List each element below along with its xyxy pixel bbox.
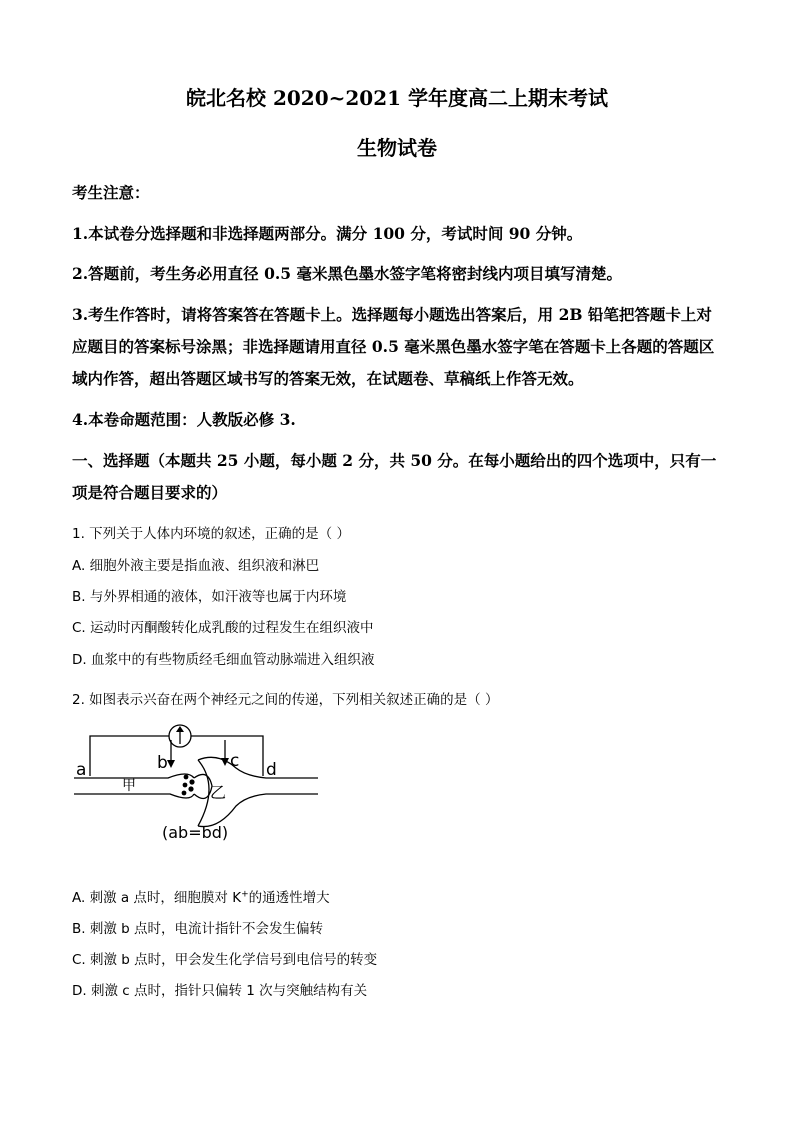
synaptic-vesicles [182, 775, 195, 796]
notice-item-2: 2.答题前，考生务必用直径 0.5 毫米黑色墨水签字笔将密封线内项目填写清楚。 [72, 264, 622, 283]
notice-item-3-line-1: 3.考生作答时，请将答案答在答题卡上。选择题每小题选出答案后，用 2B 铅笔把答题卡上对 [72, 305, 712, 324]
question-1-option-d: D. 血浆中的有些物质经毛细血管动脉端进入组织液 [72, 652, 375, 668]
figure-caption: (ab=bd) [162, 823, 229, 842]
exam-subtitle: 生物试卷 [357, 136, 437, 160]
synapse-figure [70, 718, 330, 848]
question-1-option-a: A. 细胞外液主要是指血液、组织液和淋巴 [72, 558, 320, 574]
option-a-text-end: 的通透性增大 [248, 890, 330, 906]
label-b: b [157, 753, 168, 773]
label-neuron-jia: 甲 [122, 778, 136, 794]
notice-item-1: 1.本试卷分选择题和非选择题两部分。满分 100 分，考试时间 90 分钟。 [72, 224, 583, 243]
section-heading-line-1: 一、选择题（本题共 25 小题，每小题 2 分，共 50 分。在每小题给出的四个选项中，只有一 [72, 451, 717, 470]
question-1-option-b: B. 与外界相通的液体，如汗液等也属于内环境 [72, 589, 347, 605]
label-a: a [76, 760, 87, 780]
question-1-option-c: C. 运动时丙酮酸转化成乳酸的过程发生在组织液中 [72, 620, 374, 636]
question-1-stem: 1. 下列关于人体内环境的叙述，正确的是（ ） [72, 526, 350, 542]
section-heading-line-2: 项是符合题目要求的） [72, 483, 228, 502]
notice-item-3-line-3: 域内作答，超出答题区域书写的答案无效，在试题卷、草稿纸上作答无效。 [72, 369, 584, 388]
exam-title: 皖北名校 2020~2021 学年度高二上期末考试 [185, 86, 608, 110]
label-d: d [266, 760, 277, 780]
notice-item-3-line-2: 应题目的答案标号涂黑；非选择题请用直径 0.5 毫米黑色墨水签字笔在答题卡上各题的答题区 [72, 337, 715, 356]
option-a-text: A. 刺激 a 点时，细胞膜对 K [72, 890, 242, 906]
potassium-charge: + [241, 889, 249, 900]
question-2-option-a [72, 886, 330, 906]
question-2-option-b: B. 刺激 b 点时，电流计指针不会发生偏转 [72, 921, 323, 937]
label-c: c [230, 751, 240, 771]
label-neuron-yi: 乙 [210, 783, 227, 802]
question-2-stem: 2. 如图表示兴奋在两个神经元之间的传递，下列相关叙述正确的是（ ） [72, 692, 499, 708]
notice-heading: 考生注意： [72, 183, 150, 202]
notice-item-4: 4.本卷命题范围：人教版必修 3. [72, 410, 296, 429]
question-2-option-d: D. 刺激 c 点时，指针只偏转 1 次与突触结构有关 [72, 983, 368, 999]
question-2-option-c: C. 刺激 b 点时，甲会发生化学信号到电信号的转变 [72, 952, 378, 968]
